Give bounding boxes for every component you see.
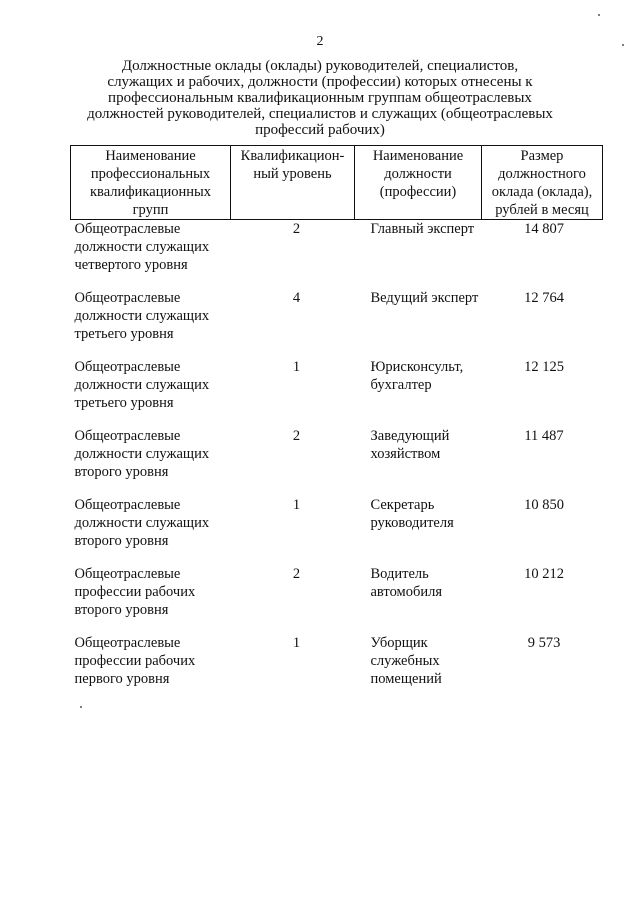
table-row xyxy=(71,427,603,496)
header-text: Квалификацион- xyxy=(240,148,345,164)
cell-text: бухгалтер xyxy=(370,377,432,393)
title-line: служащих и рабочих, должности (профессии) которых отнесены к xyxy=(107,74,533,90)
header-text: Наименование xyxy=(372,148,464,164)
cell-text: Общеотраслевые xyxy=(74,221,181,237)
level-cell: 1 xyxy=(292,635,301,651)
scan-speck xyxy=(80,706,82,708)
group-cell xyxy=(71,289,231,358)
cell-text: Водитель xyxy=(370,566,429,582)
cell-text: должности служащих xyxy=(74,377,210,393)
cell-text: служебных xyxy=(370,653,440,669)
cell-text: второго уровня xyxy=(74,602,169,618)
cell-text: Общеотраслевые xyxy=(74,635,181,651)
salary-cell: 14 807 xyxy=(524,221,564,237)
group-cell xyxy=(71,358,231,427)
group-cell xyxy=(71,220,231,290)
cell-text: Общеотраслевые xyxy=(74,497,181,513)
header-text: квалификационных xyxy=(90,184,211,200)
table-row xyxy=(71,289,603,358)
cell-text: профессии рабочих xyxy=(74,584,196,600)
header-text: рублей в месяц xyxy=(495,202,589,218)
cell-text: Общеотраслевые xyxy=(74,290,181,306)
salary-cell: 9 573 xyxy=(527,635,561,651)
level-cell: 2 xyxy=(292,221,301,237)
cell-text: четвертого уровня xyxy=(74,257,188,273)
level-cell: 1 xyxy=(292,359,301,375)
cell-text: должности служащих xyxy=(74,308,210,324)
scan-speck xyxy=(598,14,600,16)
header-level xyxy=(231,146,355,220)
cell-text: первого уровня xyxy=(74,671,170,687)
title-line: Должностные оклады (оклады) руководителей, специалистов, xyxy=(121,58,519,74)
group-cell xyxy=(71,634,231,703)
document-title xyxy=(78,58,562,138)
header-text: групп xyxy=(132,202,169,218)
position-cell xyxy=(355,634,482,703)
salary-cell: 12 764 xyxy=(524,290,564,306)
table-row xyxy=(71,634,603,703)
header-text: (профессии) xyxy=(379,184,457,200)
scan-speck xyxy=(622,44,624,46)
page-number: 2 xyxy=(316,34,324,49)
header-text: должностного xyxy=(498,166,586,182)
cell-text: третьего уровня xyxy=(74,326,174,342)
header-salary xyxy=(482,146,603,220)
header-text: оклада (оклада), xyxy=(491,184,593,200)
cell-text: второго уровня xyxy=(74,533,169,549)
salary-cell: 10 850 xyxy=(524,497,564,513)
level-cell: 2 xyxy=(292,566,301,582)
cell-text: Юрисконсульт, xyxy=(370,359,464,375)
header-text: профессиональных xyxy=(90,166,211,182)
cell-text: должности служащих xyxy=(74,239,210,255)
cell-text: Уборщик xyxy=(370,635,428,651)
cell-text: Общеотраслевые xyxy=(74,428,181,444)
level-cell: 1 xyxy=(292,497,301,513)
group-cell xyxy=(71,427,231,496)
cell-text: профессии рабочих xyxy=(74,653,196,669)
table-header-row xyxy=(71,146,603,220)
header-text: ный уровень xyxy=(253,166,332,182)
position-cell xyxy=(355,427,482,496)
cell-text: должности служащих xyxy=(74,446,210,462)
salary-cell: 10 212 xyxy=(524,566,564,582)
position-cell xyxy=(355,358,482,427)
salary-cell: 11 487 xyxy=(524,428,564,444)
cell-text: Ведущий эксперт xyxy=(370,290,479,306)
header-text: Размер xyxy=(520,148,564,164)
cell-text: хозяйством xyxy=(370,446,441,462)
position-cell xyxy=(355,565,482,634)
header-position xyxy=(355,146,482,220)
title-line: профессий рабочих) xyxy=(255,122,385,138)
header-text: Наименование xyxy=(105,148,196,164)
group-cell xyxy=(71,565,231,634)
table-row xyxy=(71,565,603,634)
level-cell: 2 xyxy=(292,428,301,444)
cell-text: Общеотраслевые xyxy=(74,359,181,375)
salary-table xyxy=(70,145,603,703)
position-cell xyxy=(355,220,482,290)
level-cell: 4 xyxy=(292,290,301,306)
cell-text: Секретарь xyxy=(370,497,435,513)
header-group xyxy=(71,146,231,220)
table-row xyxy=(71,496,603,565)
group-cell xyxy=(71,496,231,565)
cell-text: второго уровня xyxy=(74,464,169,480)
cell-text: помещений xyxy=(370,671,442,687)
cell-text: Главный эксперт xyxy=(370,221,475,237)
position-cell xyxy=(355,289,482,358)
cell-text: третьего уровня xyxy=(74,395,174,411)
position-cell xyxy=(355,496,482,565)
cell-text: Заведующий xyxy=(370,428,450,444)
table-row xyxy=(71,358,603,427)
cell-text: Общеотраслевые xyxy=(74,566,181,582)
title-line: профессиональным квалификационным группам общеотраслевых xyxy=(108,90,532,106)
cell-text: автомобиля xyxy=(370,584,443,600)
title-line: должностей руководителей, специалистов и служащих (общеотраслевых xyxy=(87,106,553,122)
header-text: должности xyxy=(384,166,452,182)
salary-cell: 12 125 xyxy=(524,359,564,375)
cell-text: должности служащих xyxy=(74,515,210,531)
table-row xyxy=(71,220,603,290)
cell-text: руководителя xyxy=(370,515,454,531)
